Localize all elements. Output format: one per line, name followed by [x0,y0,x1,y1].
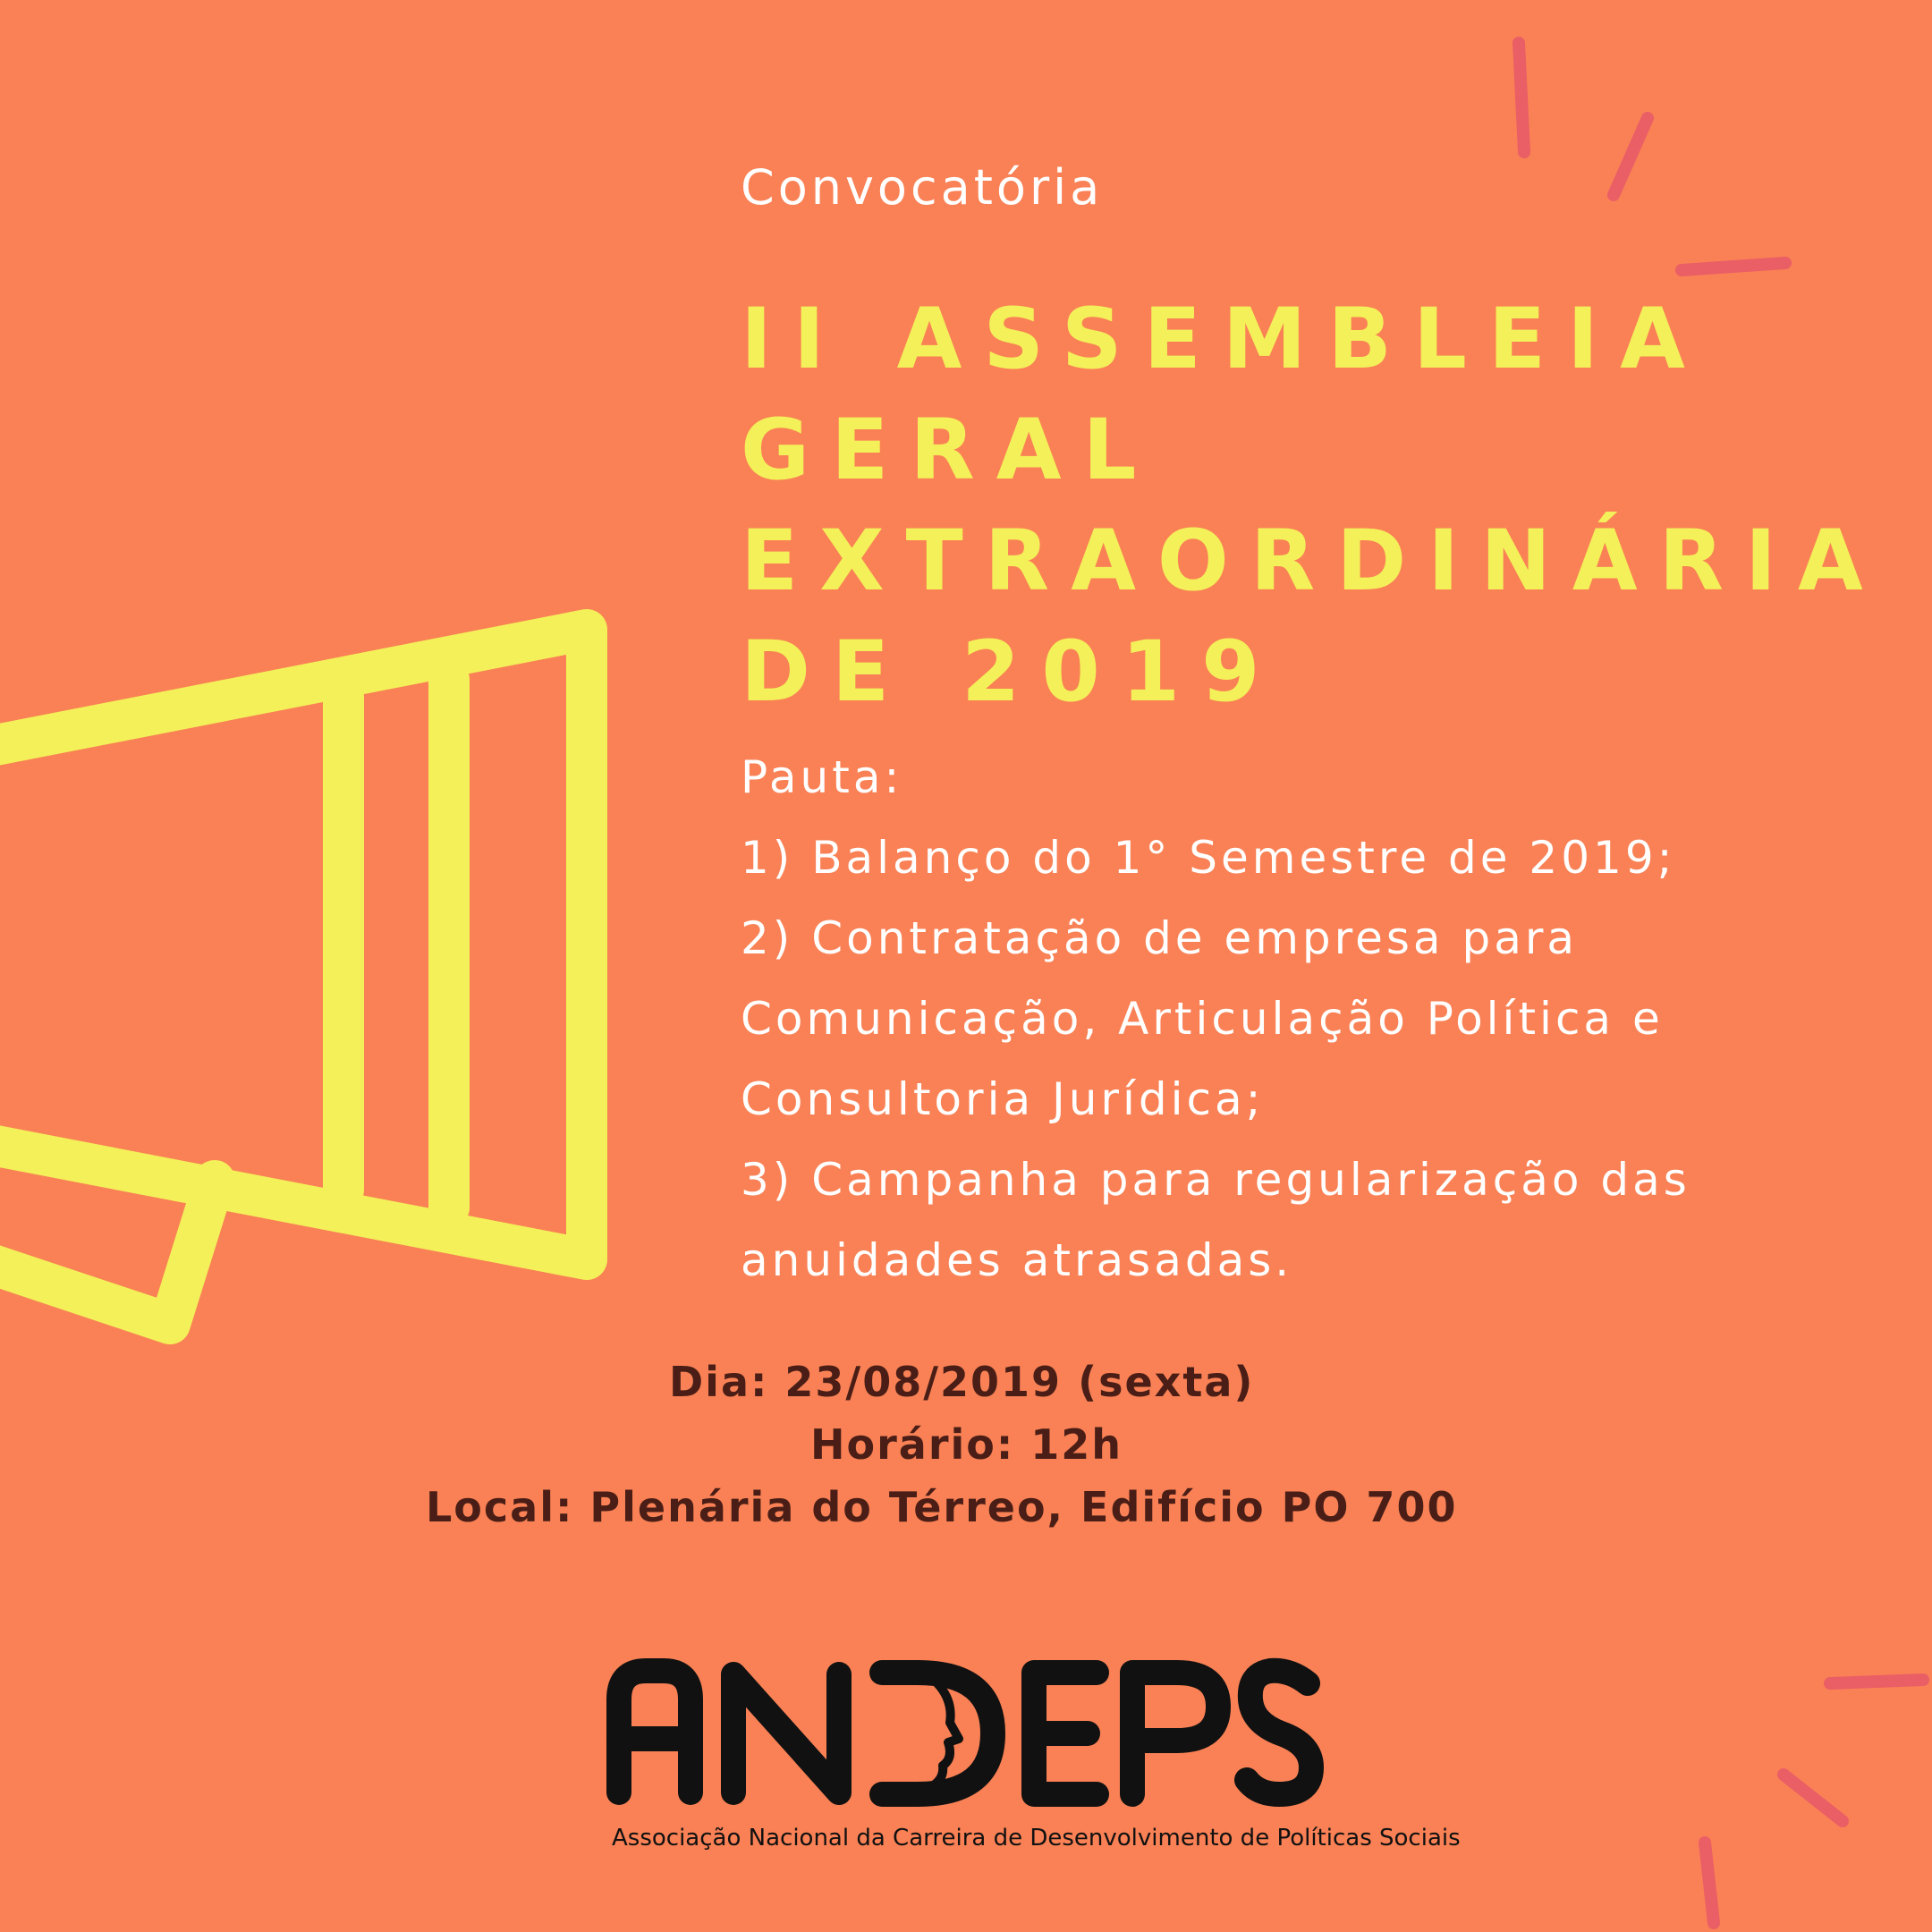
kicker-label: Convocatória [741,159,1104,216]
agenda-line: Comunicação, Articulação Política e [741,993,1664,1045]
megaphone-icon [0,630,587,1324]
title-line: II ASSEMBLEIA [741,291,1707,388]
agenda-line: anuidades atrasadas. [741,1234,1293,1286]
agenda-line: 2) Contratação de empresa para [741,912,1579,964]
title-line: EXTRAORDINÁRIA [741,513,1885,610]
agenda-line: 3) Campanha para regularização das [741,1154,1690,1206]
agenda-line: 1) Balanço do 1° Semestre de 2019; [741,832,1676,884]
agenda-block [741,737,1690,1301]
andeps-logo [619,1671,1311,1794]
event-time: Horário: 12h [810,1420,1123,1469]
agenda-line: Consultoria Jurídica; [741,1073,1265,1125]
title-line: GERAL [741,402,1158,499]
event-day: Dia: 23/08/2019 (sexta) [669,1358,1255,1406]
logo-subtitle: Associação Nacional da Carreira de Desenvolvimento de Políticas Sociais [612,1825,1461,1852]
event-place: Local: Plenária do Térreo, Edifício PO 700 [426,1483,1458,1531]
event-title [741,284,1885,728]
title-line: DE 2019 [741,623,1282,721]
agenda-heading: Pauta: [741,751,903,803]
